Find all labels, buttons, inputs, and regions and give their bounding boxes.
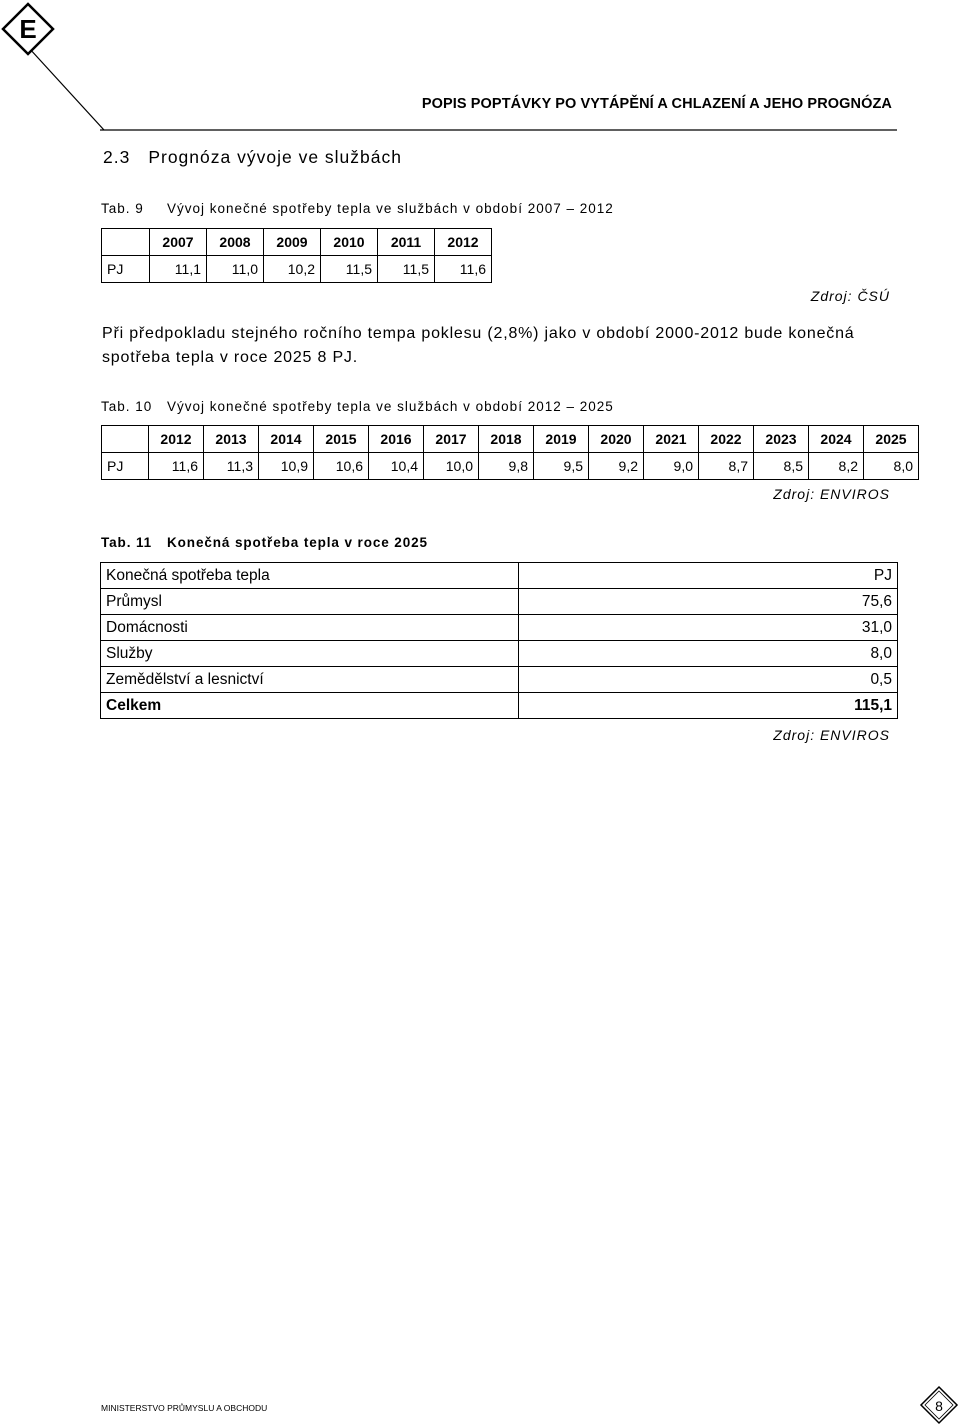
table11-caption — [101, 535, 428, 550]
table10-year: 2021 — [644, 426, 699, 453]
table11 — [100, 562, 898, 719]
table10-value: 9,5 — [534, 453, 589, 480]
footer-ministry: MINISTERSTVO PRŮMYSLU A OBCHODU — [101, 1403, 268, 1413]
page-number: 8 — [935, 1398, 943, 1414]
table9-value: 11,6 — [435, 256, 492, 283]
table10-year: 2018 — [479, 426, 534, 453]
header-rule — [100, 129, 897, 133]
table11-total-name: Celkem — [101, 693, 519, 719]
table10-value: 10,4 — [369, 453, 424, 480]
table10-title: Vývoj konečné spotřeby tepla ve službách v období 2012 – 2025 — [167, 399, 614, 414]
table10-year: 2019 — [534, 426, 589, 453]
table11-row — [101, 641, 898, 667]
table10-year: 2025 — [864, 426, 919, 453]
logo-letter: E — [19, 14, 37, 44]
table9-year: 2012 — [435, 229, 492, 256]
table10-label: Tab. 10 — [101, 399, 153, 414]
table10-value: 8,0 — [864, 453, 919, 480]
table10-year: 2020 — [589, 426, 644, 453]
logo-e-icon — [0, 0, 120, 140]
table9-source: Zdroj: ČSÚ — [810, 288, 890, 304]
table9-title: Vývoj konečné spotřeby tepla ve službách v období 2007 – 2012 — [167, 201, 614, 216]
table11-row — [101, 589, 898, 615]
table11-total-value: 115,1 — [519, 693, 898, 719]
body-paragraph: Při předpokladu stejného ročního tempa poklesu (2,8%) jako v období 2000-2012 bude konečná spotřeba tepla v roce 2025 8 PJ. — [102, 325, 855, 366]
table10-value: 8,7 — [699, 453, 754, 480]
table10 — [101, 425, 919, 480]
table9 — [101, 228, 492, 283]
table9-corner-cell — [102, 229, 150, 256]
table11-row-value: 75,6 — [519, 589, 898, 615]
table10-year: 2014 — [259, 426, 314, 453]
table9-value: 11,1 — [150, 256, 207, 283]
section-number: 2.3 — [103, 147, 131, 167]
table10-year: 2013 — [204, 426, 259, 453]
table11-row-value: PJ — [519, 563, 898, 589]
table11-row-value: 0,5 — [519, 667, 898, 693]
table9-caption — [101, 201, 614, 216]
table9-year: 2008 — [207, 229, 264, 256]
table10-value: 8,2 — [809, 453, 864, 480]
table10-value: 10,6 — [314, 453, 369, 480]
table9-row-label: PJ — [102, 256, 150, 283]
table11-row-value: 8,0 — [519, 641, 898, 667]
table11-row-name: Domácnosti — [101, 615, 519, 641]
table11-row — [101, 615, 898, 641]
table10-value: 9,0 — [644, 453, 699, 480]
table10-year: 2015 — [314, 426, 369, 453]
table10-year: 2016 — [369, 426, 424, 453]
table11-row-name: Průmysl — [101, 589, 519, 615]
section-heading — [103, 147, 402, 168]
table9-value: 10,2 — [264, 256, 321, 283]
table10-year: 2024 — [809, 426, 864, 453]
table10-row-label: PJ — [102, 453, 149, 480]
page-number-badge-icon — [919, 1385, 959, 1425]
table9-value: 11,0 — [207, 256, 264, 283]
table9-label: Tab. 9 — [101, 201, 144, 216]
table10-corner-cell — [102, 426, 149, 453]
table9-data-row — [102, 256, 492, 283]
table10-value: 9,8 — [479, 453, 534, 480]
table11-row-name: Konečná spotřeba tepla — [101, 563, 519, 589]
table11-row-name: Služby — [101, 641, 519, 667]
table11-row-name: Zemědělství a lesnictví — [101, 667, 519, 693]
table9-value: 11,5 — [378, 256, 435, 283]
table9-year: 2009 — [264, 229, 321, 256]
table11-total-row — [101, 693, 898, 719]
table10-value: 11,6 — [149, 453, 204, 480]
table10-year: 2022 — [699, 426, 754, 453]
table10-source: Zdroj: ENVIROS — [773, 486, 890, 502]
table10-value: 10,0 — [424, 453, 479, 480]
table10-value: 9,2 — [589, 453, 644, 480]
table11-row — [101, 667, 898, 693]
table10-year: 2012 — [149, 426, 204, 453]
table10-year: 2023 — [754, 426, 809, 453]
table10-year: 2017 — [424, 426, 479, 453]
table10-caption — [101, 399, 614, 414]
table11-source: Zdroj: ENVIROS — [773, 727, 890, 743]
table10-value: 11,3 — [204, 453, 259, 480]
table11-label: Tab. 11 — [101, 535, 153, 550]
table9-value: 11,5 — [321, 256, 378, 283]
table9-year: 2010 — [321, 229, 378, 256]
header-title: POPIS POPTÁVKY PO VYTÁPĚNÍ A CHLAZENÍ A JEHO PROGNÓZA — [421, 96, 892, 112]
section-title: Prognóza vývoje ve službách — [148, 147, 402, 167]
table10-value: 10,9 — [259, 453, 314, 480]
table9-year: 2007 — [150, 229, 207, 256]
table11-row-value: 31,0 — [519, 615, 898, 641]
table10-data-row — [102, 453, 919, 480]
table9-header-row — [102, 229, 492, 256]
table11-row — [101, 563, 898, 589]
table10-header-row — [102, 426, 919, 453]
table9-year: 2011 — [378, 229, 435, 256]
table11-title: Konečná spotřeba tepla v roce 2025 — [167, 535, 428, 550]
table10-value: 8,5 — [754, 453, 809, 480]
